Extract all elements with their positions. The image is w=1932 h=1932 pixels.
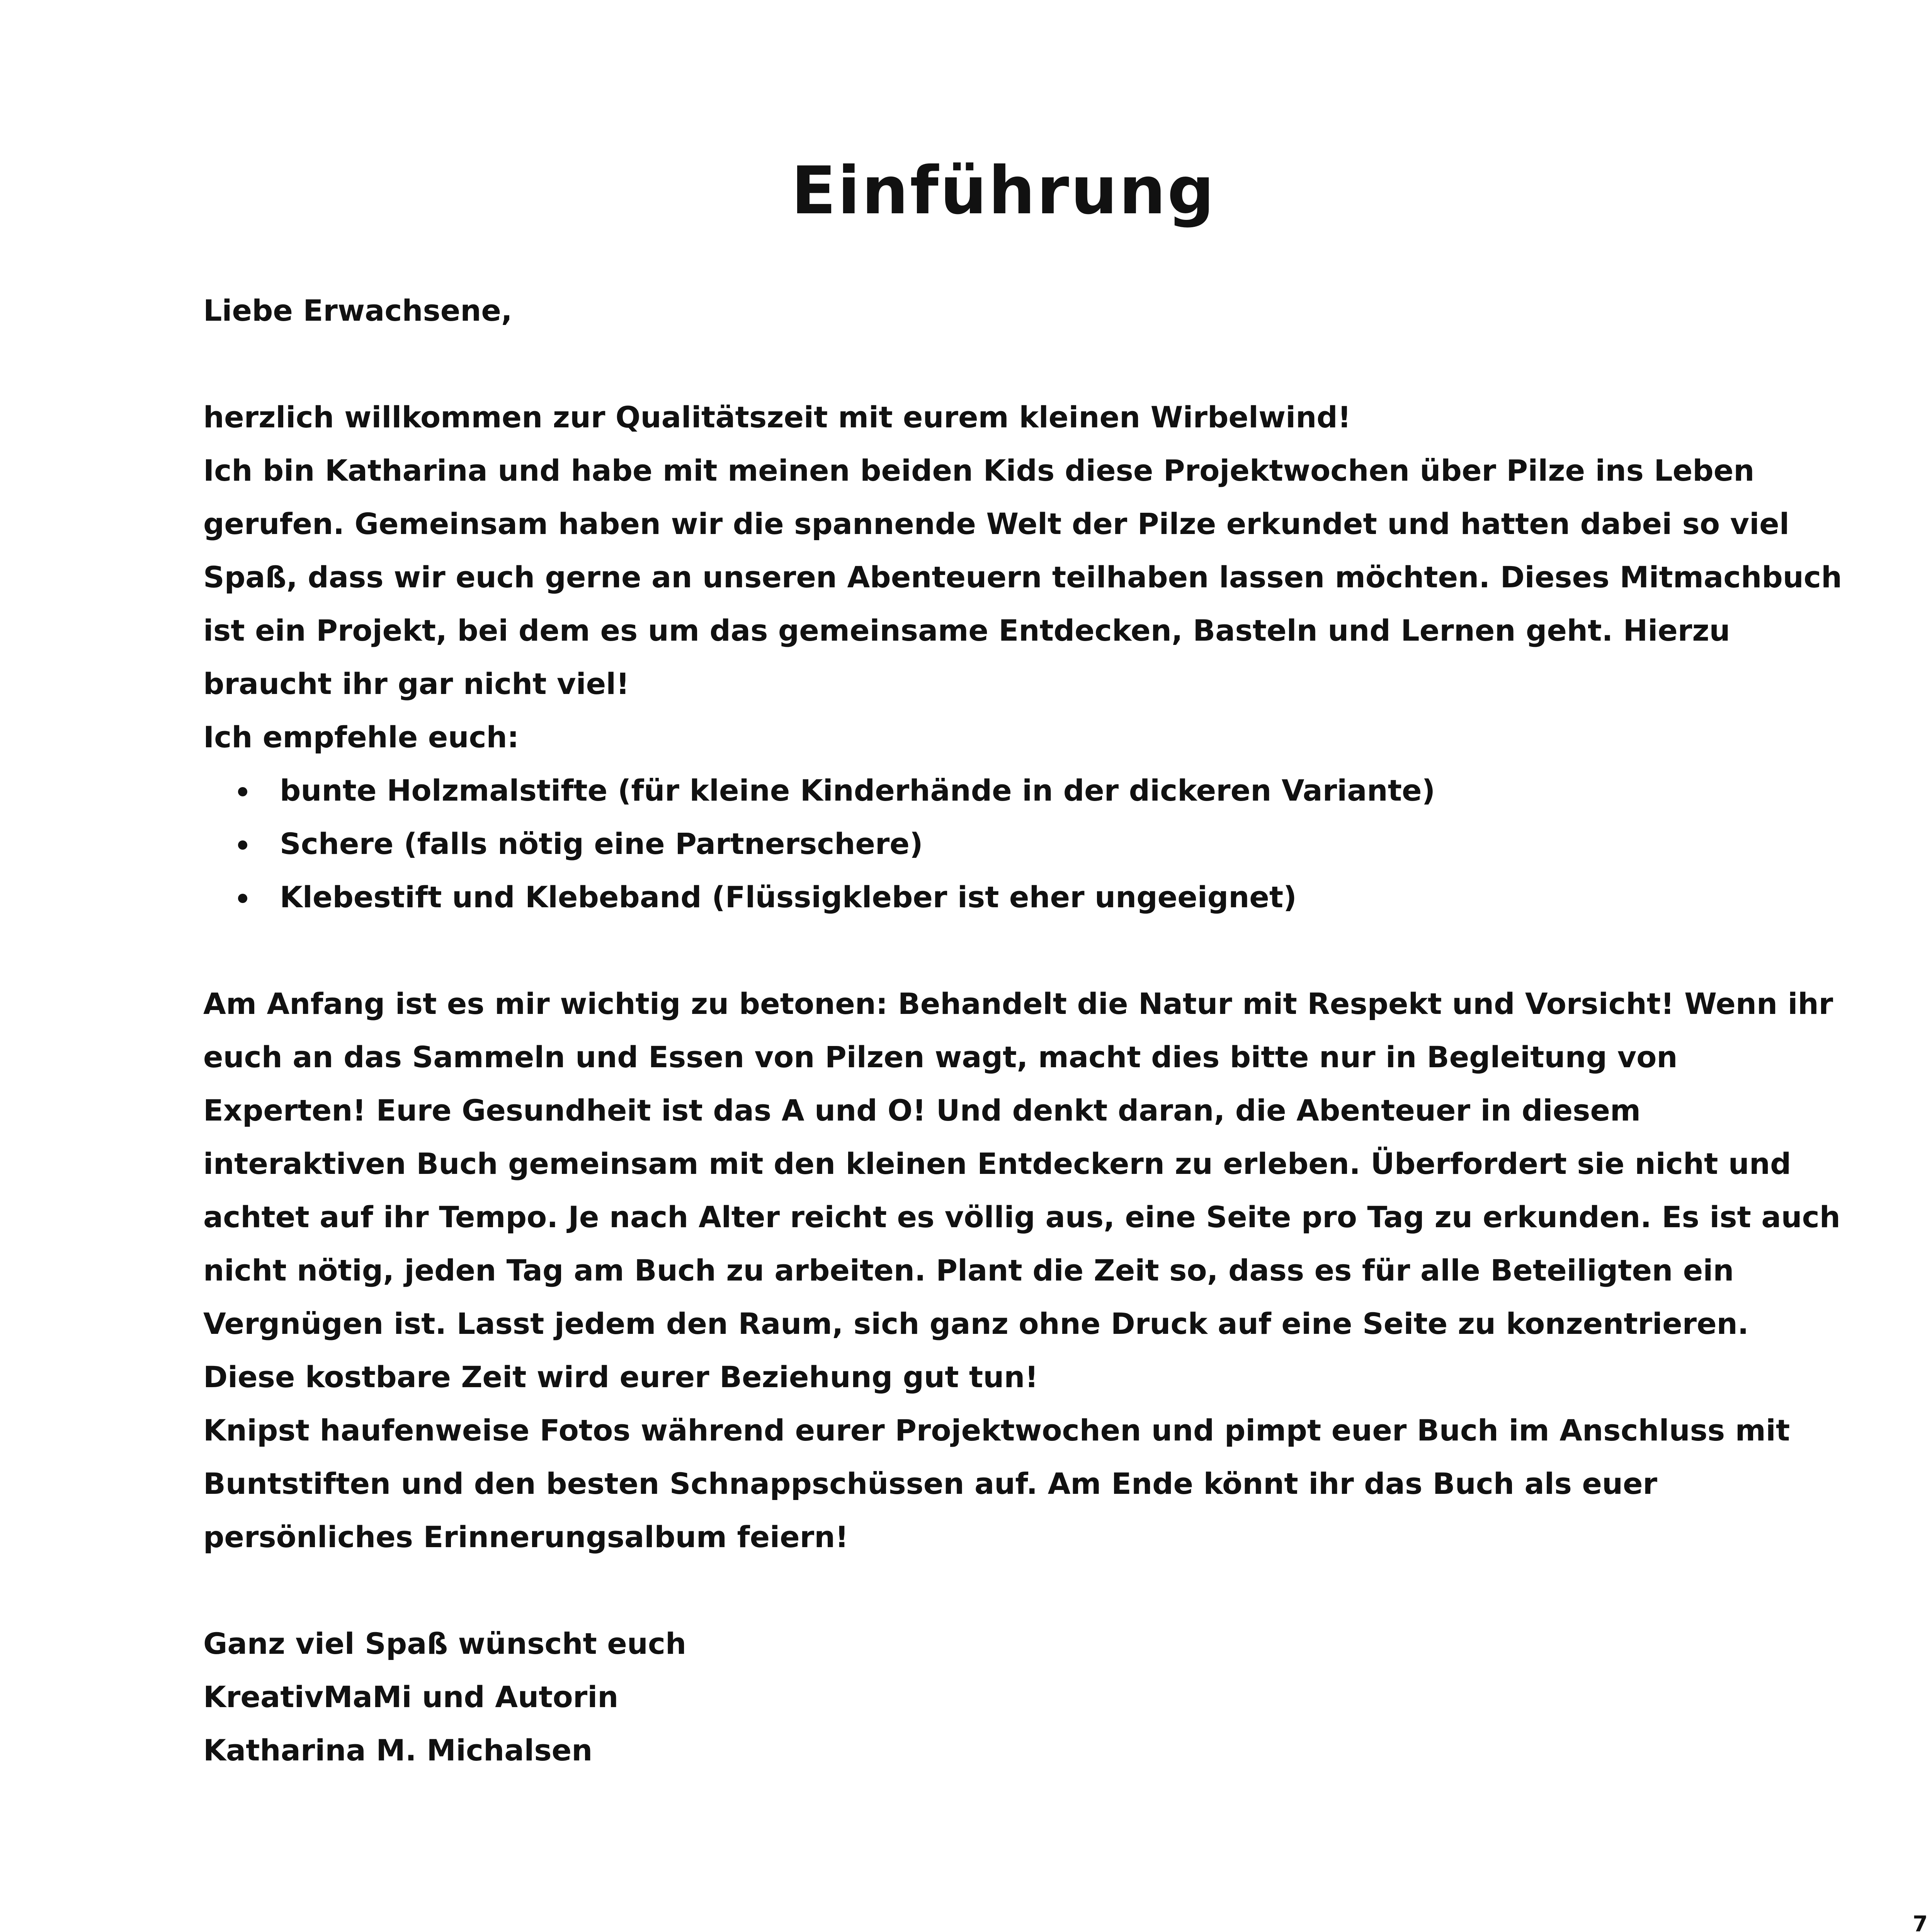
page-number: 7	[1913, 1912, 1928, 1932]
list-item-text: Schere (falls nötig eine Partnerschere)	[280, 827, 923, 861]
safety-paragraph: Am Anfang ist es mir wichtig zu betonen: Behandelt die Natur mit Respekt und Vorsicht! Wenn ihr euch an das Sammeln und Essen von Pilzen wagt, macht dies bitte nur in Begleitung von Experten! Eure Gesundheit ist das A und O! Und denkt daran, die Abenteuer in diesem interaktiven Buch gemeinsam mit den kleinen Entdeckern zu erleben. Überfordert sie nicht und achtet auf ihr Tempo. Je nach Alter reicht es völlig aus, eine Seite pro Tag zu erkunden. Es ist auch nicht nötig, jeden Tag am Buch zu arbeiten. Plant die Zeit so, dass es für alle Beteiligten ein Vergnügen ist. Lasst jedem den Raum, sich ganz ohne Druck auf eine Seite zu konzentrieren. Diese kostbare Zeit wird eurer Beziehung gut tun!	[203, 986, 1840, 1394]
bullet-icon	[238, 787, 247, 796]
list-item	[203, 817, 1845, 871]
list-item-text: Klebestift und Klebeband (Flüssigkleber ist eher ungeeignet)	[280, 880, 1297, 914]
paragraph-gap	[203, 924, 1845, 977]
materials-list	[203, 764, 1845, 924]
page-title: Einführung	[791, 152, 1216, 229]
page-content	[203, 284, 1845, 1777]
welcome-line: herzlich willkommen zur Qualitätszeit mit eurem kleinen Wirbelwind!	[203, 400, 1351, 434]
author-role: KreativMaMi und Autorin	[203, 1680, 619, 1714]
list-item	[203, 871, 1845, 924]
bullet-icon	[238, 894, 247, 903]
salutation: Liebe Erwachsene,	[203, 293, 512, 328]
paragraph-gap	[203, 337, 1845, 391]
photo-paragraph: Knipst haufenweise Fotos während eurer Projektwochen und pimpt euer Buch im Anschluss mit Buntstiften und den besten Schnappschüssen auf. Am Ende könnt ihr das Buch als euer persönliches Erinnerungsalbum feiern!	[203, 1413, 1790, 1554]
intro-paragraph: Ich bin Katharina und habe mit meinen beiden Kids diese Projektwochen über Pilze ins Leben gerufen. Gemeinsam haben wir die spannende Welt der Pilze erkundet und hatten dabei so viel Spaß, dass wir euch gerne an unseren Abenteuern teilhaben lassen möchten. Dieses Mitmachbuch ist ein Projekt, bei dem es um das gemeinsame Entdecken, Basteln und Lernen geht. Hierzu braucht ihr gar nicht viel!	[203, 453, 1842, 701]
author-name: Katharina M. Michalsen	[203, 1733, 593, 1767]
list-item	[203, 764, 1845, 817]
closing-greeting: Ganz viel Spaß wünscht euch	[203, 1626, 687, 1661]
bullet-icon	[238, 840, 247, 850]
list-item-text: bunte Holzmalstifte (für kleine Kinderhände in der dickeren Variante)	[280, 773, 1435, 808]
materials-intro: Ich empfehle euch:	[203, 720, 519, 754]
paragraph-gap	[203, 1564, 1845, 1617]
